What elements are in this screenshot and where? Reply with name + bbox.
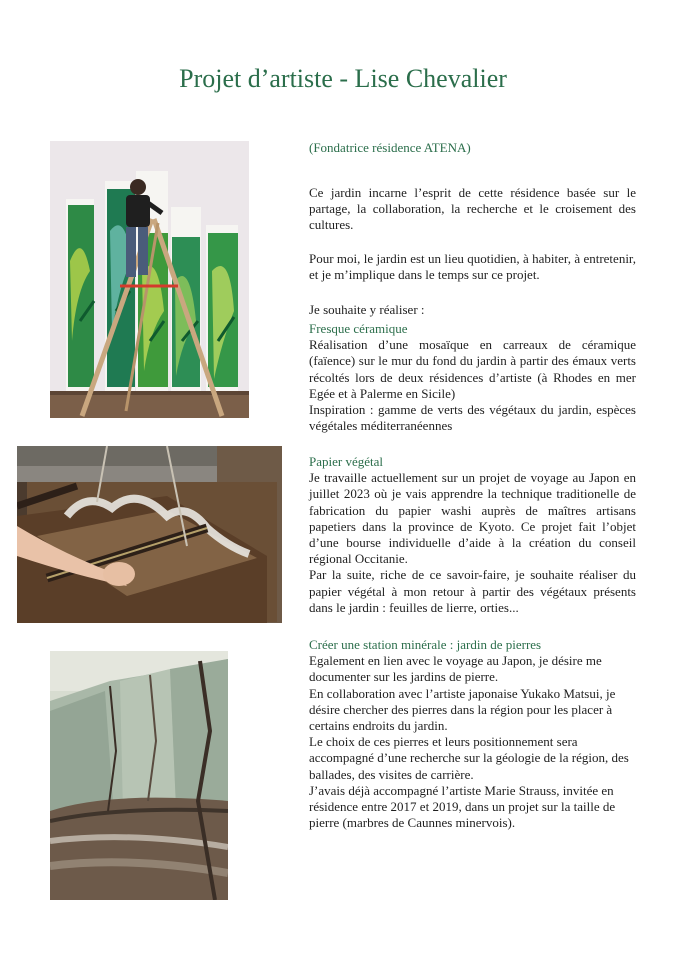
jardin-paragraph: Pour moi, le jardin est un lieu quotidien, à habiter, à entretenir, et je m’implique dans le temps sur ce projet. [309,251,636,283]
fresque-section [309,321,636,434]
station-paragraph-1: Egalement en lien avec le voyage au Japon, je désire me documenter sur les jardins de pierre. [309,653,602,685]
papier-suite: Par la suite, riche de ce savoir-faire, je souhaite réaliser du papier végétal à mon retour à partir des végétaux présents dans le jardin : feuilles de lierre, orties... [309,567,636,615]
station-section [309,637,636,831]
papier-body: Je travaille actuellement sur un projet de voyage au Japon en juillet 2023 où je vais apprendre la technique traditionelle de fabrication du papier washi auprès de maîtres artisans papetiers dans la province de Kyoto. Ce projet fait l’objet d’une bourse individuelle d’aide à la création du conseil régional Occitanie. [309,470,636,567]
papermaking-photo [17,446,282,623]
station-heading: Créer une station minérale : jardin de pierres [309,637,542,652]
marble-quarry-photo [50,651,228,900]
papier-section [309,454,636,616]
artist-painting-photo [50,141,249,418]
station-paragraph-2: En collaboration avec l’artiste japonaise Yukako Matsui, je désire chercher des pierres dans la région pour les placer à certains endroits du jardin. [309,685,616,734]
intro-paragraph: Ce jardin incarne l’esprit de cette résidence basée sur le partage, la collaboration, la recherche et le croisement des cultures. [309,185,636,233]
founder-note: (Fondatrice résidence ATENA) [309,140,471,155]
papier-heading: Papier végétal [309,454,383,469]
page-title: Projet d’artiste - Lise Chevalier [179,64,507,93]
souhaite-line: Je souhaite y réaliser : [309,302,425,317]
station-paragraph-4: J’avais déjà accompagné l’artiste Marie Strauss, invitée en résidence entre 2017 et 2019, dans un projet sur la taille de pierre (marbres de Caunnes minervois). [309,782,616,831]
fresque-body: Réalisation d’une mosaïque en carreaux de céramique (faïence) sur le mur du fond du jardin à partir des émaux verts récoltés lors de deux résidences d’artiste (à Rhodes en mer Egée et à Palerme en Sicile) [309,337,636,401]
station-paragraph-3: Le choix de ces pierres et leurs positionnement sera accompagné d’une recherche sur la géologie de la région, des ballades, des visites de carrière. [309,734,629,782]
fresque-heading: Fresque céramique [309,321,408,336]
fresque-inspiration: Inspiration : gamme de verts des végétaux du jardin, espèces végétales méditerranéennes [309,402,636,434]
